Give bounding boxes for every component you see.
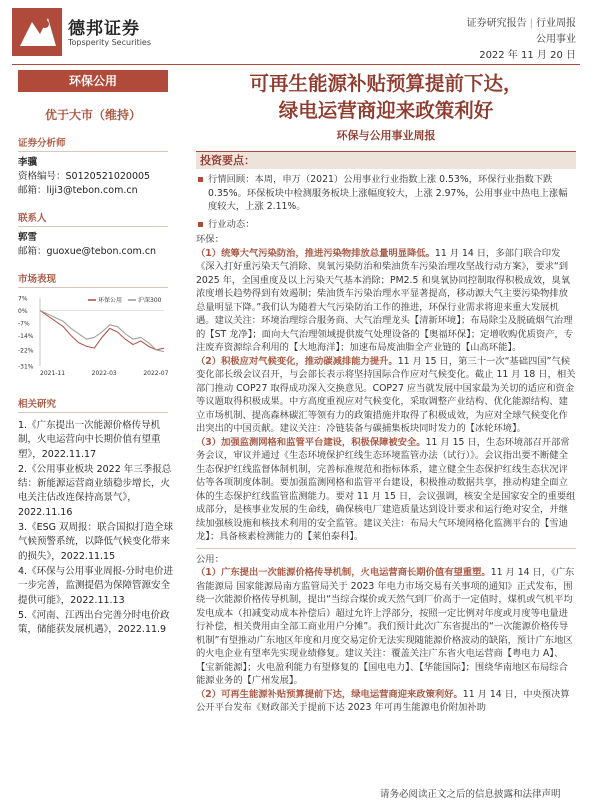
- report-subtitle: 环保与公用事业周报: [336, 129, 436, 142]
- related-research-item[interactable]: 4.《环保与公用事业周报-分时电价进一步完善，监测提倡为保障管源安全提供可能》，2022.11.13: [18, 565, 173, 606]
- related-research-list: [18, 419, 178, 637]
- market-review: 行情回顾：本周，申万（2021）公用事业行业指数上涨 0.53%，环保行业指数下跌 0.35%。环保板块中检测服务板块上涨幅度较大，上涨 2.97%，公用事业中热电上涨幅度较大，上涨 2.11%。: [196, 173, 576, 214]
- related-section-title: 相关研究: [18, 396, 168, 413]
- env-paragraph-1: [196, 247, 576, 355]
- logo-emblem-icon: [12, 8, 62, 56]
- pub-paragraph-1: [196, 566, 576, 688]
- analyst-cert: 资格编号：S0120521020005: [18, 171, 151, 182]
- y-tick-label: -31%: [18, 363, 34, 371]
- report-meta: 证券研究报告 | 行业周报 公用事业 2022 年 11 月 20 日: [467, 16, 576, 64]
- header-divider: [12, 64, 580, 65]
- x-tick-label: 2022-03: [91, 370, 117, 377]
- logo-name-en: Topsperity Securities: [68, 38, 152, 47]
- contact-info: [18, 231, 190, 259]
- related-research-item[interactable]: 1.《广东提出一次能源价格传导机制，火电运营向中长期价值有望重塑》，2022.11.17: [18, 420, 161, 460]
- main-content: [196, 70, 576, 715]
- key-points-header: 投资要点：: [196, 151, 576, 169]
- sector-label: 环保公用: [18, 70, 168, 92]
- y-tick-label: -7%: [18, 320, 30, 328]
- analyst-section-title: 证券分析师: [18, 135, 168, 152]
- doc-type: 证券研究报告: [466, 18, 527, 29]
- x-tick-label: 2022-07: [143, 370, 168, 377]
- env-para2-text: 11 月 15 日，第三十一次“基础四国”气候变化部长级会议召开，与会部长表示将坚持国际合作应对气候变化。截止 11 月 18 日，相关部门推动 COP27 取得成功深入交换意见。COP27 应当就发展中国家最为关切的适应和资金等议题取得积极成果。中方高度重视应对气候变化，采取调整产业结构、优化能源结构、建立市场机制、提高森林碳汇等领有力的政策措施并取得了积极成效，为应对全球气候变化作出突出的中国贡献。建议关注：冷链装备与碳捕集板块同时发力的【冰轮环境】。: [196, 355, 576, 434]
- pub-para1-text: 11 月 14 日，《广东省能源局 国家能源局南方监管局关于 2023 年电力市场交易有关事项的通知》正式发布，围绕一次能源价格传导机制，提出“当综合煤价或天然气到厂价高于一定值时，煤机或气机平均发电成本（扣减变动成本补偿后）超过允许上浮部分，按照一定比例对年度或月度等电量进行补偿，相关费用由全部工商业用户分摊”。我们预计此次广东省提出的“一次能源价格传导机制”有望推动广东地区年度和月度交易定价无法实现随能源价格波动的缺陷，预计广东地区的火电企业有望率先实现业绩修复。建议关注：覆盖关注广东省火电运营商【粤电力 A】、【宝新能源】；火电盈利能力有望修复的【国电电力】、【华能国际】；围绕华南地区布局综合能源业务的【广州发展】。: [196, 567, 575, 686]
- contact-email: 邮箱：guoxue@tebon.com.cn: [18, 246, 157, 257]
- env-paragraph-3: [196, 436, 576, 544]
- pub-para1-headline: （1）广东提出一次能源价格传导机制，火电运营商长期价值有望重塑。: [196, 567, 491, 578]
- related-research-item[interactable]: 5.《河南、江西出台完善分时电价政策，储能获发展机遇》，2022.11.9: [18, 609, 170, 636]
- section-divider: [196, 548, 576, 549]
- company-logo: [12, 8, 172, 58]
- x-tick-label: 2021-11: [40, 370, 66, 377]
- y-tick-label: 0%: [18, 308, 28, 316]
- pub-paragraph-2: [196, 688, 576, 715]
- analyst-info: [18, 156, 190, 198]
- disclaimer-footer: 请务必阅读正文之后的信息披露和法律声明: [380, 789, 561, 800]
- report-body: [196, 173, 576, 715]
- legend-label: 沪深300: [138, 297, 162, 304]
- contact-name: 郭雪: [18, 232, 38, 243]
- pub-para2-text: 11 月 14 日，中央预决算公开平台发布《财政部关于提前下达 2023 年可再生能源电价附加补助: [196, 688, 570, 713]
- investment-rating: 优于大市（维持）: [44, 108, 141, 122]
- related-research-item[interactable]: 2.《公用事业板块 2022 年三季报总结：新能源运营商业绩稳步增长，火电关注估改连保持高景气》，2022.11.16: [18, 463, 172, 518]
- env-para3-text: 11 月 15 日，生态环境部召开部常务会议，审议并通过《生态环境保护红线生态环境监管办法（试行）》。会议指出要不断健全生态保护红线监督体制机制，完善标准规范和指标体系，建立健全生态保护红线生态状况评估等各项制度体制。要加强监测网格和监管平台建设，积极推动数据共享，推动构建全面立体的生态保护红线监管监测能力。要对 11 月 15 日，会议强调，核安全是国家安全的重要组成部分，是核事业发展的生命线，确保核电厂建造质量达到设计要求和运行绝对安全，并继续加强核设施和核技术利用的安全监管。建议关注：布局大气环境网格化监测平台的【雪迪龙】；具备核素检测能力的【莱伯泰科】。: [196, 436, 576, 542]
- report-date: 2022 年 11 月 20 日: [479, 50, 576, 61]
- env-label: 环保：: [196, 234, 224, 245]
- env-para1-headline: （1）统筹大气污染防治，推进污染物排放总量明显降低。: [196, 247, 435, 259]
- env-para1-text: 11 月 14 日，多部门联合印发《深入打好重污染天气消除、臭氧污染防治和柴油货车污染治理攻坚战行动方案》，要求“到 2025 年，全国重度及以上污染天气基本消除；PM2.5 和臭氧协同控制取得积极成效，臭氧浓度增长趋势得到有效遏制；柴油货车污染治理水平显著提高，移动源大气主要污染物排放总量明显下降。”我们认为随着大气污染防治工作的推进，环保行业需求将迎来重大发展机遇。建议关注：环境治理综合服务商、大气治理龙头【清新环境】；布局除尘及脱硫烟气治理的【ST 龙净】；面向大气治理领域提供废气处理设备的【奥福环保】；定增收购优质资产，专注废弃资源综合利用的【大地海洋】；加速布局废油脂全产业链的【山高环能】。: [196, 247, 574, 353]
- report-type: 行业周报: [536, 18, 576, 29]
- report-title-line2: 绿电运营商迎来政策利好: [278, 99, 494, 122]
- logo-name-cn: 德邦证券: [68, 19, 140, 39]
- contact-section-title: 联系人: [18, 210, 168, 227]
- env-paragraph-2: [196, 355, 576, 436]
- analyst-email: 邮箱：liji3@tebon.com.cn: [18, 185, 138, 196]
- sidebar: [18, 70, 190, 638]
- pub-para2-headline: （2）可再生能源补贴预算提前下达，绿电运营商迎来政策利好。: [196, 688, 463, 700]
- legend-label: 环保公用: [98, 297, 123, 304]
- y-tick-label: -14%: [18, 333, 34, 341]
- industry-dynamics-label: 行业动态：: [196, 218, 576, 232]
- industry-label: 公用事业: [536, 34, 576, 45]
- series-line: [40, 311, 164, 352]
- market-performance-chart: [18, 292, 168, 380]
- env-para2-headline: （2）积极应对气候变化，推动碳减排能力提升。: [196, 355, 398, 367]
- y-tick-label: -22%: [18, 347, 34, 355]
- related-research-item[interactable]: 3.《ESG 双周报：联合国拟打造全球气候预警系统，以降低气候变化带来的损失》，2022.11.15: [18, 522, 173, 562]
- public-label: 公用：: [196, 553, 224, 565]
- series-line: [40, 311, 164, 350]
- report-title-line1: 可再生能源补贴预算提前下达，: [249, 72, 523, 95]
- analyst-name: 李骥: [18, 157, 38, 168]
- market-section-title: 市场表现: [18, 271, 168, 288]
- y-tick-label: 7%: [18, 295, 28, 303]
- env-para3-headline: （3）加强监测网格和监管平台建设，积极保障被安全。: [196, 436, 426, 448]
